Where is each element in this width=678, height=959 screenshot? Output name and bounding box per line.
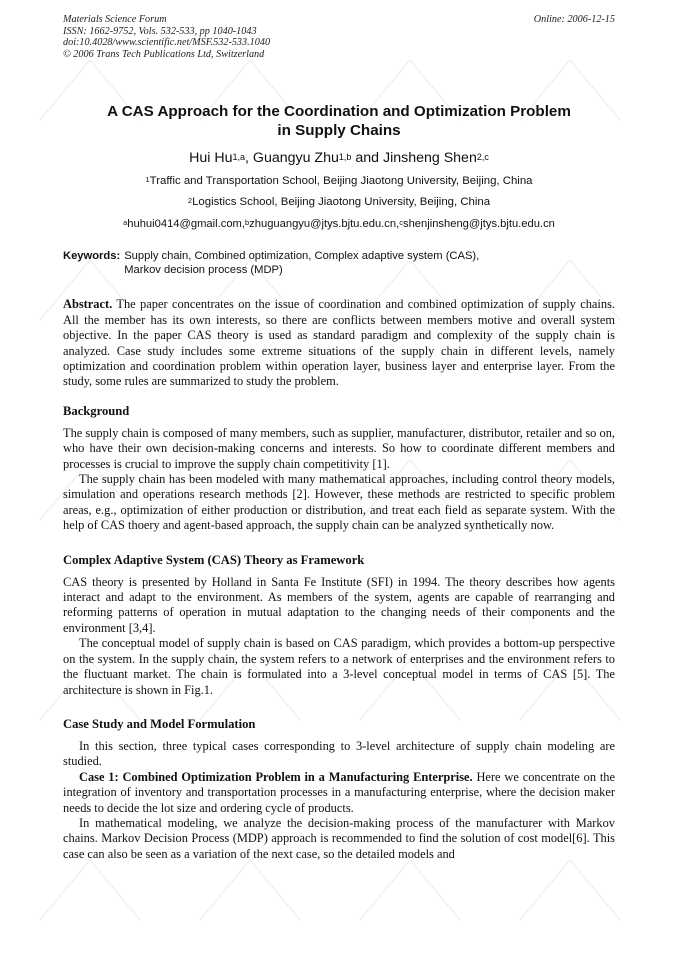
keywords-label: Keywords:: [63, 250, 121, 263]
email-sup: b: [244, 218, 250, 228]
section-heading-cas: Complex Adaptive System (CAS) Theory as Framework: [63, 552, 365, 567]
author-sup: 1,a: [232, 152, 246, 163]
paragraph: The supply chain has been modeled with many mathematical approaches, including control theory models, simulation and operations research methods [2]. However, these methods are restricted to specific problem areas, e.g., optimization of either production or distribution, and treat each field as separate system. With the help of CAS thoery and agent-based approach, the supply chain can be analyzed synthetically now.: [63, 472, 615, 533]
author-name: Hui Hu: [189, 150, 233, 167]
keywords-values: [124, 249, 479, 277]
email-address: zhuguangyu@jtys.bjtu.edu.cn,: [249, 218, 400, 231]
email-sup: a: [123, 218, 128, 228]
author-list: [63, 149, 615, 167]
title-line-1: A CAS Approach for the Coordination and Optimization Problem: [107, 103, 571, 121]
affiliation-2: [63, 195, 615, 209]
journal-copyright: © 2006 Trans Tech Publications Ltd, Switzerland: [63, 48, 265, 60]
paragraph: The conceptual model of supply chain is based on CAS paradigm, which provides a bottom-up perspective on the system. In the supply chain, the system refers to a network of enterprises and the environment refers to the fluctuant market. The chain is formulated into a 3-level conceptual model in terms of CAS [5]. The architecture is shown in Fig.1.: [63, 636, 615, 697]
email-address: huhui0414@gmail.com,: [127, 218, 245, 231]
paragraph: In mathematical modeling, we analyze the decision-making process of the manufacturer with Markov chains. Markov Decision Process (MDP) approach is recommended to find the solution of cost model[6]. This case can also be seen as a variation of the next case, so the detailed models and: [63, 815, 615, 861]
keywords-line-2: Markov decision process (MDP): [124, 264, 283, 277]
email-sup: c: [399, 218, 403, 228]
section-heading-background: Background: [63, 403, 130, 418]
title-line-2: in Supply Chains: [277, 122, 401, 140]
journal-header: [63, 14, 615, 60]
paragraph: CAS theory is presented by Holland in Santa Fe Institute (SFI) in 1994. The theory describes how agents interact and adapt to the environment. As members of the system, agents are capable of rearranging and reforming patterns of operation in mutual adaptation to the changing needs of their components and the environment [3,4].: [63, 574, 615, 635]
paragraph: The supply chain is composed of many members, such as supplier, manufacturer, distributor, retailer and so on, who have their own decision-making concerns and interests. So how to coordinate different members and processes is crucial to improve the supply chain competitivity [1].: [63, 425, 615, 471]
affiliation-sup: 2: [187, 196, 193, 206]
case-1-text: Here we concentrate on the integration of inventory and transportation processes in a manufacturing enterprise, where the decision maker needs to decide the lot size and ordering cycle of products.: [63, 769, 616, 815]
author-sup: 2,c: [476, 152, 489, 163]
journal-issn: ISSN: 1662-9752, Vols. 532-533, pp 1040-1043: [63, 25, 257, 37]
paragraph: In this section, three typical cases corresponding to 3-level architecture of supply chain modeling are studied.: [63, 738, 615, 769]
case-1-title: Case 1: Combined Optimization Problem in a Manufacturing Enterprise.: [79, 769, 473, 784]
paper-page: [63, 14, 615, 862]
email-list: [63, 217, 615, 231]
author-name: Jinsheng Shen: [382, 150, 477, 167]
author-name: Guangyu Zhu: [252, 150, 339, 167]
paragraph: [63, 770, 615, 816]
online-date: Online: 2006-12-15: [533, 14, 615, 25]
abstract-text: The paper concentrates on the issue of coordination and combined optimization of supply chains. All the member has its own interests, so there are conflicts between members motive and overall system objective. In the paper CAS theory is used as standard paradigm and complexity of the supply chain is analyzed. Case study includes some extreme situations of the supply chain in different levels, namely optimization and coordination problem within operation layer, business layer and enterprise layer. From the study, some rules are summarized to study the problem.: [63, 297, 615, 389]
affiliation-text: Logistics School, Beijing Jiaotong University, Beijing, China: [192, 196, 491, 209]
keywords-line-1: Supply chain, Combined optimization, Complex adaptive system (CAS),: [124, 250, 480, 263]
keywords-block: [63, 249, 615, 277]
email-address: shenjinsheng@jtys.bjtu.edu.cn: [402, 218, 555, 231]
section-heading-case-study: Case Study and Model Formulation: [63, 716, 256, 731]
journal-doi: doi:10.4028/www.scientific.net/MSF.532-533.1040: [63, 37, 271, 49]
author-sup: 1,b: [338, 152, 352, 163]
abstract-label: Abstract.: [63, 297, 113, 312]
affiliation-text: Traffic and Transportation School, Beijing Jiaotong University, Beijing, China: [149, 175, 533, 188]
affiliation-sup: 1: [145, 175, 150, 185]
author-separator: and: [351, 150, 383, 167]
paper-title: [63, 102, 615, 140]
author-separator: ,: [245, 150, 253, 167]
journal-name: Materials Science Forum: [63, 14, 167, 25]
abstract: [63, 297, 615, 389]
affiliation-1: [63, 174, 615, 188]
